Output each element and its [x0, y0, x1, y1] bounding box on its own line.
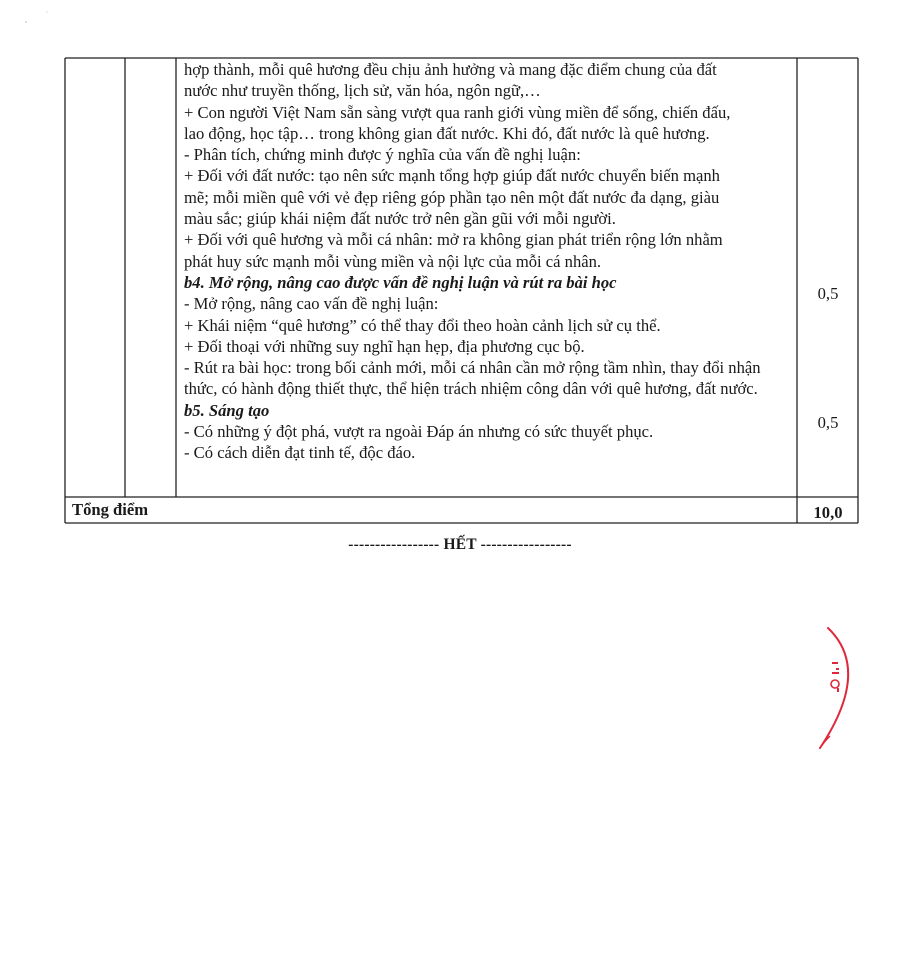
total-value: 10,0 — [813, 503, 843, 522]
score-b5: 0,5 — [817, 413, 839, 432]
rubric-line: - Rút ra bài học: trong bối cảnh mới, mỗi cá nhân cần mở rộng tầm nhìn, thay đổi nhận — [184, 358, 761, 378]
red-seal-stamp-icon — [790, 622, 880, 762]
rubric-line: màu sắc; giúp khái niệm đất nước trở nên gần gũi với mỗi người. — [184, 209, 616, 229]
rubric-line: phát huy sức mạnh mỗi vùng miền và nội lực của mỗi cá nhân. — [184, 251, 602, 271]
criterion-heading: b5. Sáng tạo — [184, 400, 270, 420]
end-mark: ----------------- HẾT ----------------- — [348, 536, 572, 553]
rubric-line: + Con người Việt Nam sẵn sàng vượt qua ranh giới vùng miền để sống, chiến đấu, — [184, 102, 731, 122]
score-b4: 0,5 — [817, 284, 839, 303]
rubric-content — [184, 59, 796, 464]
rubric-line: thức, có hành động thiết thực, thể hiện trách nhiệm công dân với quê hương, đất nước. — [184, 379, 758, 399]
rubric-line: - Có cách diễn đạt tinh tế, độc đáo. — [184, 443, 416, 463]
rubric-line: - Mở rộng, nâng cao vấn đề nghị luận: — [184, 294, 439, 314]
rubric-line: nước như truyền thống, lịch sử, văn hóa, ngôn ngữ,… — [184, 81, 541, 101]
rubric-line: mẽ; mỗi miền quê với vẻ đẹp riêng góp phần tạo nên một đất nước đa dạng, giàu — [184, 187, 720, 207]
rubric-line: + Đối thoại với những suy nghĩ hạn hẹp, địa phương cục bộ. — [184, 336, 585, 356]
total-label: Tổng điểm — [72, 500, 149, 519]
rubric-line: + Khái niệm “quê hương” có thể thay đổi theo hoàn cảnh lịch sử cụ thể. — [184, 315, 661, 335]
rubric-line: + Đối với đất nước: tạo nên sức mạnh tổng hợp giúp đất nước chuyển biến mạnh — [184, 166, 720, 186]
rubric-line: hợp thành, mỗi quê hương đều chịu ảnh hưởng và mang đặc điểm chung của đất — [184, 60, 717, 79]
rubric-line: lao động, học tập… trong không gian đất nước. Khi đó, đất nước là quê hương. — [184, 123, 710, 143]
criterion-heading: b4. Mở rộng, nâng cao được vấn đề nghị luận và rút ra bài học — [184, 272, 617, 292]
rubric-line: - Có những ý đột phá, vượt ra ngoài Đáp án nhưng có sức thuyết phục. — [184, 422, 654, 442]
rubric-line: + Đối với quê hương và mỗi cá nhân: mở ra không gian phát triển rộng lớn nhằm — [184, 230, 723, 250]
rubric-line: - Phân tích, chứng minh được ý nghĩa của vấn đề nghị luận: — [184, 145, 581, 165]
